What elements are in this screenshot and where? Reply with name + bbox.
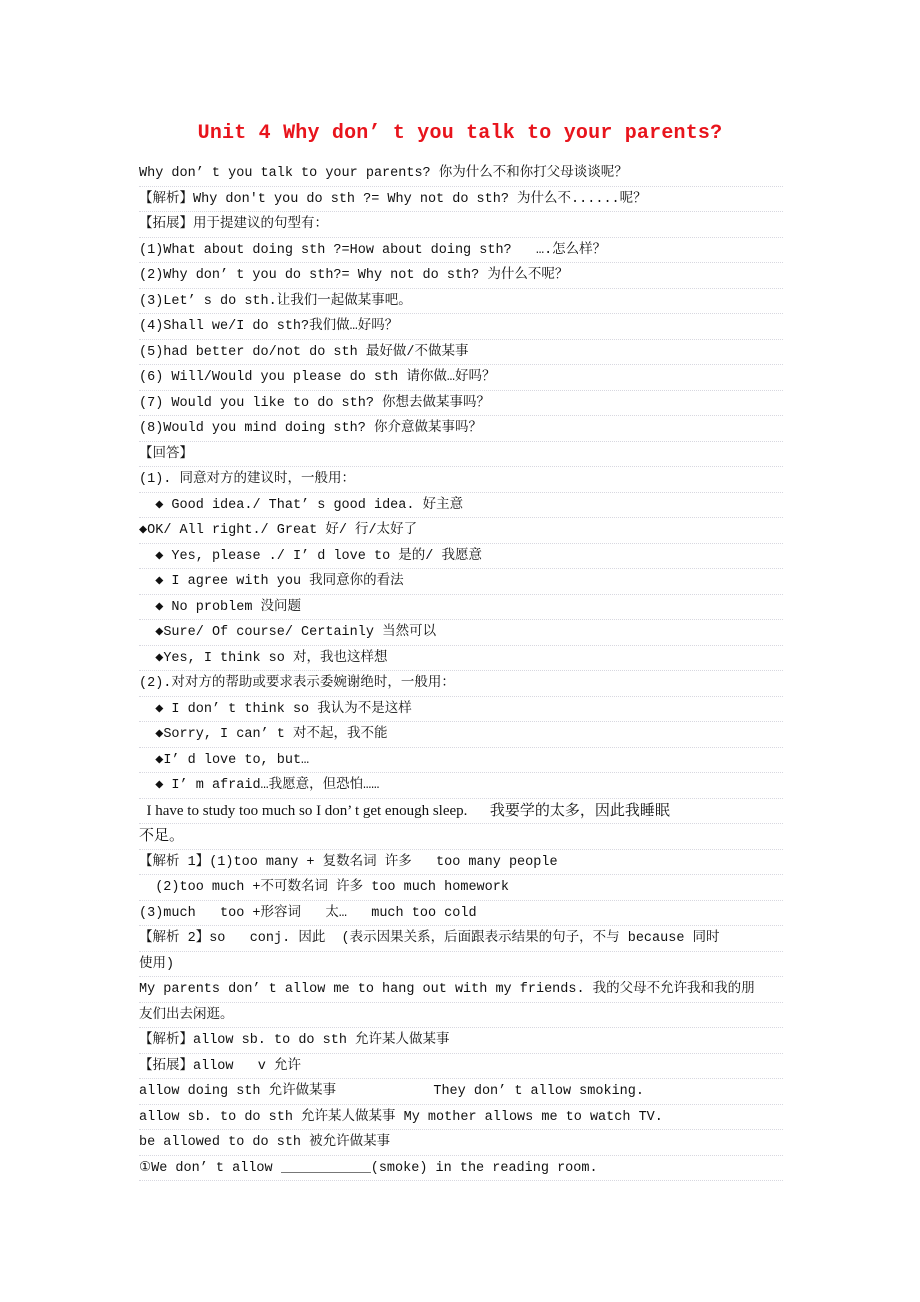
text-line: ◆Sure/ Of course/ Certainly 当然可以	[139, 620, 783, 646]
text-line: (4)Shall we/I do sth?我们做…好吗？	[139, 314, 783, 340]
text-line: I have to study too much so I don’ t get enough sleep. 我要学的太多，因此我睡眠	[139, 799, 783, 825]
text-line: ◆ I agree with you 我同意你的看法	[139, 569, 783, 595]
text-line: 不足。	[139, 824, 783, 850]
text-line: allow doing sth 允许做某事 They don’ t allow smoking.	[139, 1079, 783, 1105]
text-line: ◆I’ d love to, but…	[139, 748, 783, 774]
text-line: ◆ I’ m afraid…我愿意，但恐怕……	[139, 773, 783, 799]
text-line: 【解析】Why don't you do sth ?= Why not do sth? 为什么不......呢？	[139, 187, 783, 213]
text-line: ◆Yes, I think so 对，我也这样想	[139, 646, 783, 672]
text-line: (2)Why don’ t you do sth?= Why not do sth? 为什么不呢？	[139, 263, 783, 289]
text-line: ◆ Good idea./ That’ s good idea. 好主意	[139, 493, 783, 519]
text-line: (2).对对方的帮助或要求表示委婉谢绝时，一般用：	[139, 671, 783, 697]
text-line: ◆ I don’ t think so 我认为不是这样	[139, 697, 783, 723]
text-line: ◆ Yes, please ./ I’ d love to 是的/ 我愿意	[139, 544, 783, 570]
text-line: 【拓展】allow v 允许	[139, 1054, 783, 1080]
text-line: Why don’ t you talk to your parents? 你为什么不和你打父母谈谈呢？	[139, 161, 783, 187]
document-body	[139, 161, 783, 1181]
text-line: 友们出去闲逛。	[139, 1003, 783, 1029]
answer-blank[interactable]	[281, 1158, 371, 1173]
text-line: (3)much too +形容词 太… much too cold	[139, 901, 783, 927]
text-line: (8)Would you mind doing sth? 你介意做某事吗？	[139, 416, 783, 442]
text-line: be allowed to do sth 被允许做某事	[139, 1130, 783, 1156]
exercise-suffix: (smoke) in the reading room.	[370, 1160, 598, 1176]
exercise-line	[139, 1156, 783, 1182]
text-line: 【解析】allow sb. to do sth 允许某人做某事	[139, 1028, 783, 1054]
exercise-prefix: ①We don’ t allow	[139, 1160, 281, 1176]
text-line: (1). 同意对方的建议时，一般用：	[139, 467, 783, 493]
text-line: 【解析 1】(1)too many + 复数名词 许多 too many people	[139, 850, 783, 876]
text-line: (5)had better do/not do sth 最好做/不做某事	[139, 340, 783, 366]
text-line: 【回答】	[139, 442, 783, 468]
text-line: allow sb. to do sth 允许某人做某事 My mother allows me to watch TV.	[139, 1105, 783, 1131]
text-line: My parents don’ t allow me to hang out with my friends. 我的父母不允许我和我的朋	[139, 977, 783, 1003]
text-line: (2)too much +不可数名词 许多 too much homework	[139, 875, 783, 901]
text-line: ◆OK/ All right./ Great 好/ 行/太好了	[139, 518, 783, 544]
text-line: (6) Will/Would you please do sth 请你做…好吗？	[139, 365, 783, 391]
text-line: 【解析 2】so conj. 因此 (表示因果关系，后面跟表示结果的句子，不与 because 同时	[139, 926, 783, 952]
text-line: 使用)	[139, 952, 783, 978]
text-line: (1)What about doing sth ?=How about doing sth? ….怎么样？	[139, 238, 783, 264]
text-line: ◆ No problem 没问题	[139, 595, 783, 621]
text-line: (3)Let’ s do sth.让我们一起做某事吧。	[139, 289, 783, 315]
text-line: 【拓展】用于提建议的句型有：	[139, 212, 783, 238]
text-line: (7) Would you like to do sth? 你想去做某事吗？	[139, 391, 783, 417]
document-title: Unit 4 Why don’ t you talk to your parents?	[197, 122, 723, 145]
text-line: ◆Sorry, I can’ t 对不起，我不能	[139, 722, 783, 748]
